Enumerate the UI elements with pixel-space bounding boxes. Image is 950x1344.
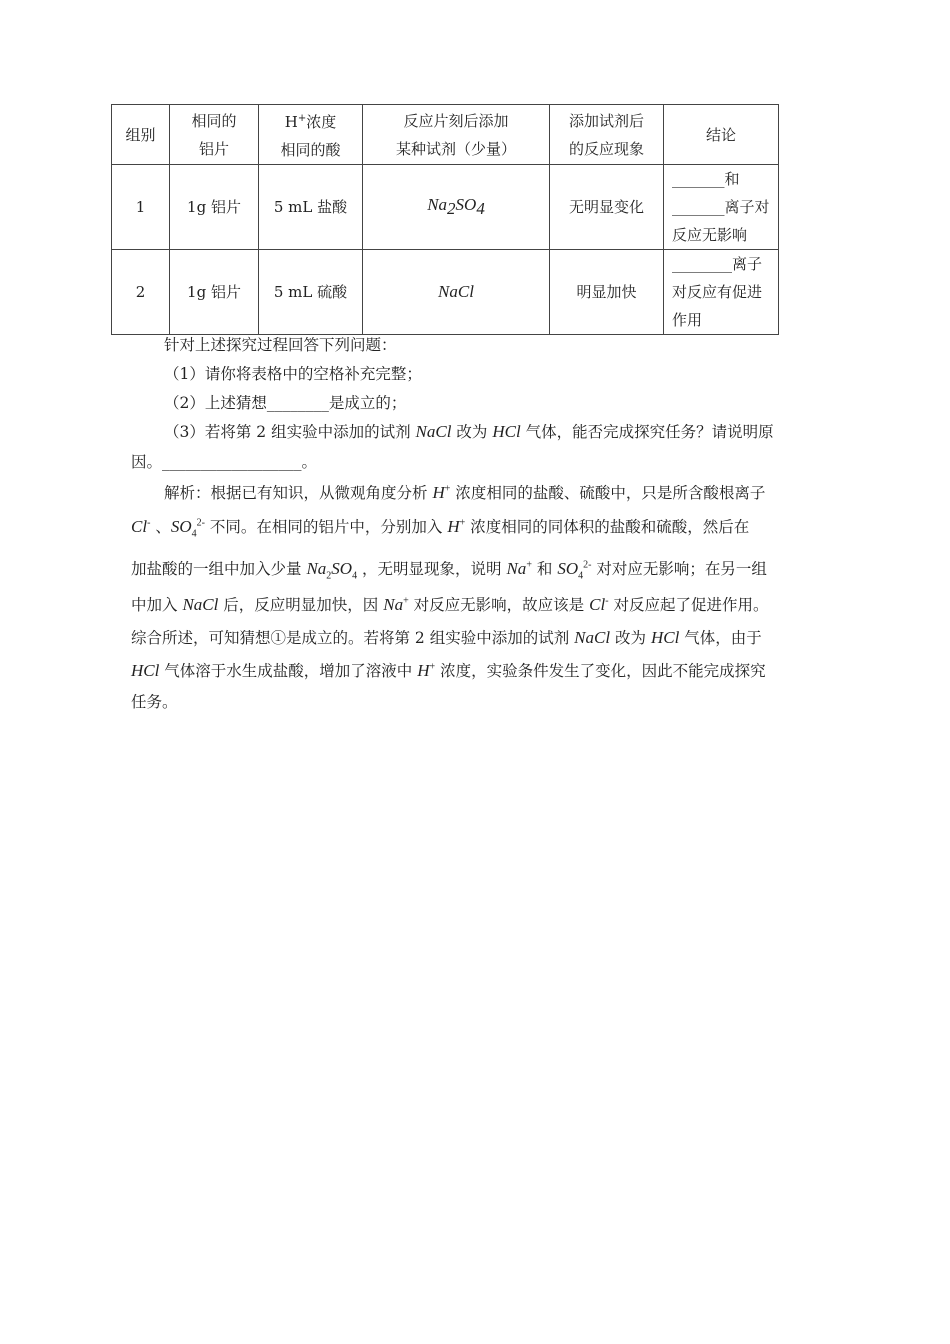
formula-so4-ion: $SO_4^{2-}$ — [170, 517, 205, 540]
analysis-line — [131, 557, 767, 581]
q3-text: （3）若将第 2 组实验中添加的试剂 — [164, 423, 411, 441]
formula-na2so4: $Na_2SO_4$ — [306, 559, 358, 582]
formula-hcl: HCl — [650, 628, 680, 647]
formula-cl-ion: Cl- — [131, 517, 151, 536]
analysis-text: 中加入 — [131, 596, 178, 614]
question-3-cont: 因。__________________。 — [131, 453, 318, 471]
header-reagent: 反应片刻后添加 某种试剂（少量） — [363, 105, 550, 165]
cell-foil: 1g 铝片 — [170, 250, 259, 335]
formula-nacl: NaCl — [574, 628, 611, 647]
analysis-line — [131, 626, 762, 648]
table-header-row — [112, 105, 779, 165]
q3-text: 气体，能否完成探究任务？请说明原 — [525, 423, 774, 441]
analysis-text: 综合所述，可知猜想①是成立的。若将第 2 组实验中添加的试剂 — [131, 629, 570, 647]
experiment-table — [111, 104, 779, 335]
header-phenomenon: 添加试剂后 的反应现象 — [550, 105, 664, 165]
header-conclusion: 结论 — [664, 105, 779, 165]
analysis-text: 浓度相同的盐酸、硫酸中，只是所含酸根离子 — [455, 484, 766, 502]
question-2: （2）上述猜想________是成立的； — [164, 394, 407, 412]
analysis-text: 气体，由于 — [684, 629, 762, 647]
cell-foil: 1g 铝片 — [170, 165, 259, 250]
cell-group: 2 — [112, 250, 170, 335]
formula-sub: 4 — [476, 199, 485, 218]
cell-group: 1 — [112, 165, 170, 250]
analysis-text: 对反应起了促进作用。 — [613, 596, 769, 614]
cell-conclusion: ________离子对反应有促进作用 — [664, 250, 779, 335]
formula-nacl: NaCl — [438, 282, 474, 301]
questions-intro: 针对上述探究过程回答下列问题： — [164, 336, 397, 354]
analysis-text: 浓度相同的同体积的盐酸和硫酸，然后在 — [470, 518, 750, 536]
formula-so: SO — [455, 195, 477, 214]
analysis-line — [164, 481, 765, 503]
analysis-text: 不同。在相同的铝片中，分别加入 — [209, 518, 443, 536]
analysis-line — [131, 659, 766, 681]
formula-na: Na — [427, 195, 448, 214]
q3-text: 改为 — [456, 423, 488, 441]
formula-nacl: NaCl — [415, 422, 452, 441]
analysis-text: 和 — [536, 560, 553, 578]
cell-reagent — [363, 250, 550, 335]
cell-acid: 5 mL 硫酸 — [259, 250, 363, 335]
formula-hcl: HCl — [492, 422, 521, 441]
formula-h-ion: H+ — [447, 517, 466, 536]
formula-hcl: HCl — [131, 661, 160, 680]
formula-h-ion: H+ — [417, 661, 436, 680]
analysis-text: 加盐酸的一组中加入少量 — [131, 560, 302, 578]
table-row — [112, 250, 779, 335]
question-3 — [164, 420, 774, 442]
analysis-text: 改为 — [615, 629, 647, 647]
analysis-text: 对对应无影响；在另一组 — [596, 560, 767, 578]
cell-phenomenon: 无明显变化 — [550, 165, 664, 250]
analysis-line: Cl- 、$SO_4^{2-}$ 不同。在相同的铝片中，分别加入 H+ 浓度相同的同体积的盐酸和硫酸，然后在 — [131, 517, 750, 540]
analysis-text: 气体溶于水生成盐酸，增加了溶液中 — [164, 662, 413, 680]
formula-so4-ion: $SO_4^{2-}$ — [557, 559, 592, 582]
formula-h-ion: H+ — [432, 483, 451, 502]
header-acid: H+浓度 相同的酸 — [259, 105, 363, 165]
analysis-line — [131, 593, 768, 615]
header-foil: 相同的 铝片 — [170, 105, 259, 165]
formula-cl-ion: Cl- — [589, 595, 609, 614]
cell-reagent — [363, 165, 550, 250]
analysis-text: 解析：根据已有知识，从微观角度分析 — [164, 484, 428, 502]
table-row — [112, 165, 779, 250]
analysis-text: 对反应无影响，故应该是 — [413, 596, 585, 614]
analysis-text: 后，反应明显加快，因 — [223, 596, 379, 614]
formula-nacl: NaCl — [182, 595, 219, 614]
analysis-text: ，无明显现象，说明 — [362, 560, 502, 578]
cell-phenomenon: 明显加快 — [550, 250, 664, 335]
cell-conclusion: _______和_______离子对反应无影响 — [664, 165, 779, 250]
cell-acid: 5 mL 盐酸 — [259, 165, 363, 250]
formula-sub: 2 — [447, 199, 456, 218]
header-group: 组别 — [112, 105, 170, 165]
question-1: （1）请你将表格中的空格补充完整； — [164, 365, 422, 383]
formula-na-ion: Na+ — [383, 595, 409, 614]
formula-na-ion: Na+ — [506, 559, 532, 578]
analysis-text: 浓度，实验条件发生了变化，因此不能完成探究 — [440, 662, 766, 680]
analysis-line: 任务。 — [131, 693, 178, 711]
